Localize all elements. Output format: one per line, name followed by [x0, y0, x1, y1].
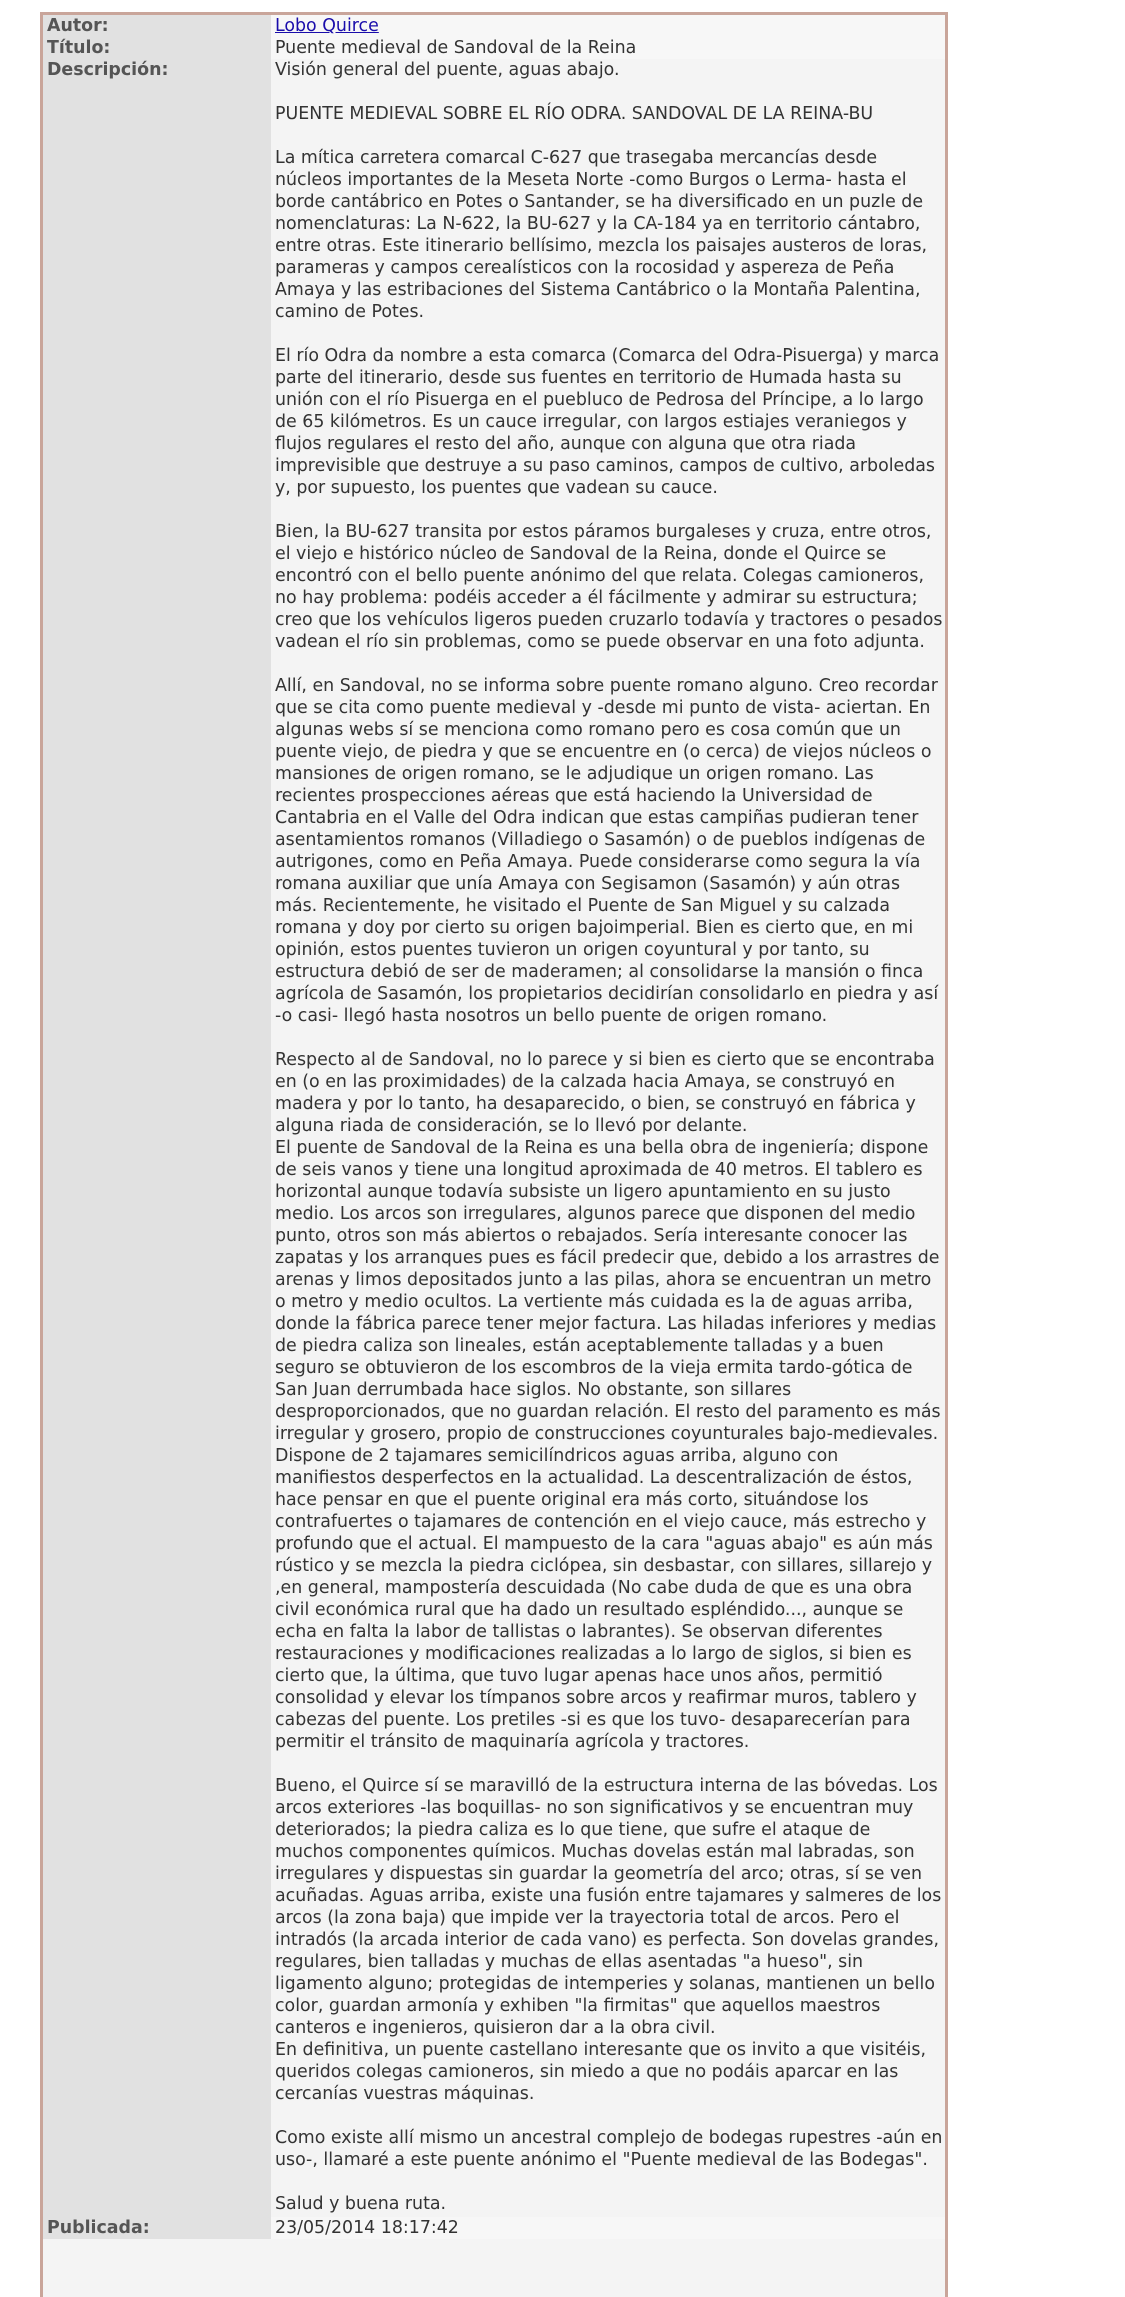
desc-paragraph: La mítica carretera comarcal C-627 que trasegaba mercancías desde núcleos importantes de la Meseta Norte -como Burgos o Lerma- hasta el borde cantábrico en Potes o Santander, se ha diversificado en un puzle de nomenclaturas: La N-622, la BU-627 y la CA-184 ya en territorio cántabro, entre otras. Este itinerario bellísimo, mezcla los paisajes austeros de loras, parameras y campos cerealísticos con la rocosidad y aspereza de Peña Amaya y las estribaciones del Sistema Cantábrico o la Montaña Palentina, camino de Potes.: [275, 148, 928, 322]
desc-paragraph: El río Odra da nombre a esta comarca (Comarca del Odra-Pisuerga) y marca parte del itinerario, desde sus fuentes en territorio de Humada hasta su unión con el río Pisuerga en el puebluco de Pedrosa del Príncipe, a lo largo de 65 kilómetros. Es un cauce irregular, con largos estiajes veraniegos y flujos regulares el resto del año, aunque con alguna que otra riada imprevisible que destruye a su paso caminos, campos de cultivo, arboledas y, por supuesto, los puentes que vadean su cauce.: [275, 346, 940, 498]
desc-paragraph: Visión general del puente, aguas abajo.: [275, 60, 620, 80]
desc-signoff: Salud y buena ruta.: [275, 2194, 447, 2214]
info-panel: [40, 12, 948, 2297]
desc-paragraph: Como existe allí mismo un ancestral complejo de bodegas rupestres -aún en uso-, llamaré a este puente anónimo el "Puente medieval de las Bodegas".: [275, 2128, 943, 2170]
publicada-value: 23/05/2014 18:17:42: [271, 2217, 945, 2239]
row-descripcion: [43, 59, 945, 2217]
titulo-label: Título:: [43, 37, 271, 59]
row-publicada: [43, 2217, 945, 2239]
row-autor: [43, 15, 945, 37]
titulo-value: Puente medieval de Sandoval de la Reina: [271, 37, 945, 59]
desc-paragraph: Respecto al de Sandoval, no lo parece y si bien es cierto que se encontraba en (o en las proximidades) de la calzada hacia Amaya, se construyó en madera y por lo tanto, ha desaparecido, o bien, se construyó en fábrica y alguna riada de consideración, se lo llevó por delante.: [275, 1050, 935, 1136]
autor-label: Autor:: [43, 15, 271, 37]
desc-paragraph: Allí, en Sandoval, no se informa sobre puente romano alguno. Creo recordar que se cita como puente medieval y -desde mi punto de vista- aciertan. En algunas webs sí se menciona como romano pero es cosa común que un puente viejo, de piedra y que se encuentre en (o cerca) de viejos núcleos o mansiones de origen romano, se le adjudique un origen romano. Las recientes prospecciones aéreas que está haciendo la Universidad de Cantabria en el Valle del Odra indican que estas campiñas pudieran tener asentamientos romanos (Villadiego o Sasamón) o de pueblos indígenas de autrigones, como en Peña Amaya. Puede considerarse como segura la vía romana auxiliar que unía Amaya con Segisamon (Sasamón) y aún otras más. Recientemente, he visitado el Puente de San Miguel y su calzada romana y doy por cierto su origen bajoimperial. Bien es cierto que, en mi opinión, estos puentes tuvieron un origen coyuntural y por tanto, su estructura debió de ser de maderamen; al consolidarse la mansión o finca agrícola de Sasamón, los propietarios decidirían consolidarlo en piedra y así -o casi- llegó hasta nosotros un bello puente de origen romano.: [275, 676, 939, 1026]
desc-paragraph: En definitiva, un puente castellano interesante que os invito a que visitéis, queridos colegas camioneros, sin miedo a que no podáis aparcar en las cercanías vuestras máquinas.: [275, 2040, 926, 2104]
desc-paragraph: Bien, la BU-627 transita por estos páramos burgaleses y cruza, entre otros, el viejo e histórico núcleo de Sandoval de la Reina, donde el Quirce se encontró con el bello puente anónimo del que relata. Colegas camioneros, no hay problema: podéis acceder a él fácilmente y admirar su estructura; creo que los vehículos ligeros pueden cruzarlo todavía y tractores o pesados vadean el río sin problemas, como se puede observar en una foto adjunta.: [275, 522, 943, 652]
autor-value: [271, 15, 945, 37]
info-table: [43, 15, 945, 2239]
desc-heading: PUENTE MEDIEVAL SOBRE EL RÍO ODRA. SANDOVAL DE LA REINA-BU: [275, 104, 874, 124]
publicada-label: Publicada:: [43, 2217, 271, 2239]
author-link[interactable]: Lobo Quirce: [275, 16, 379, 36]
desc-paragraph: El puente de Sandoval de la Reina es una bella obra de ingeniería; dispone de seis vanos y tiene una longitud aproximada de 40 metros. El tablero es horizontal aunque todavía subsiste un ligero apuntamiento en su justo medio. Los arcos son irregulares, algunos parece que disponen del medio punto, otros son más abiertos o rebajados. Sería interesante conocer las zapatas y los arranques pues es fácil predecir que, debido a los arrastres de arenas y limos depositados junto a las pilas, ahora se encuentran un metro o metro y medio ocultos. La vertiente más cuidada es la de aguas arriba, donde la fábrica parece tener mejor factura. Las hiladas inferiores y medias de piedra caliza son lineales, están aceptablemente talladas y a buen seguro se obtuvieron de los escombros de la vieja ermita tardo-gótica de San Juan derrumbada hace siglos. No obstante, son sillares desproporcionados, que no guardan relación. El resto del paramento es más irregular y grosero, propio de construcciones coyunturales bajo-medievales. Dispone de 2 tajamares semicilíndricos aguas arriba, alguno con manifiestos desperfectos en la actualidad. La descentralización de éstos, hace pensar en que el puente original era más corto, situándose los contrafuertes o tajamares de contención en el viejo cauce, más estrecho y profundo que el actual. El mampuesto de la cara "aguas abajo" es aún más rústico y se mezcla la piedra ciclópea, sin desbastar, con sillares, sillarejo y ,en general, mampostería descuidada (No cabe duda de que es una obra civil económica rural que ha dado un resultado espléndido..., aunque se echa en falta la labor de tallistas o labrantes). Se observan diferentes restauraciones y modificaciones realizadas a lo largo de siglos, si bien es cierto que, la última, que tuvo lugar apenas hace unos años, permitió consolidad y elevar los tímpanos sobre arcos y reafirmar muros, tablero y cabezas del puente. Los pretiles -si es que los tuvo- desaparecerían para permitir el tránsito de maquinaría agrícola y tractores.: [275, 1138, 941, 1752]
descripcion-value: [271, 59, 945, 2217]
row-titulo: [43, 37, 945, 59]
desc-paragraph: Bueno, el Quirce sí se maravilló de la estructura interna de las bóvedas. Los arcos exteriores -las boquillas- no son significativos y se encuentran muy deteriorados; la piedra caliza es lo que tiene, que sufre el ataque de muchos componentes químicos. Muchas dovelas están mal labradas, son irregulares y dispuestas sin guardar la geometría del arco; otras, sí se ven acuñadas. Aguas arriba, existe una fusión entre tajamares y salmeres de los arcos (la zona baja) que impide ver la trayectoria total de arcos. Pero el intradós (la arcada interior de cada vano) es perfecta. Son dovelas grandes, regulares, bien talladas y muchas de ellas asentadas "a hueso", sin ligamento alguno; protegidas de intemperies y solanas, mantienen un bello color, guardan armonía y exhiben "la firmitas" que aquellos maestros canteros e ingenieros, quisieron dar a la obra civil.: [275, 1776, 942, 2038]
descripcion-label: Descripción:: [43, 59, 271, 2217]
